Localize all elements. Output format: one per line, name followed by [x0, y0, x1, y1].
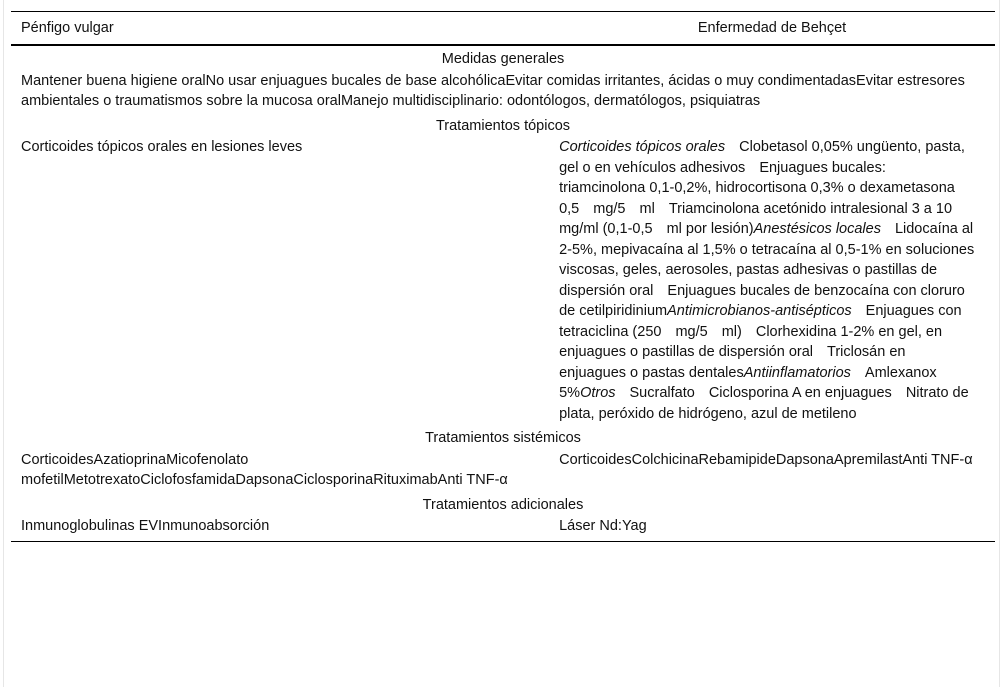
- topical-item: Nitrato de plata, peróxido de hidrógeno, azul de metileno: [559, 385, 969, 422]
- topical-item: ml por lesión): [666, 221, 754, 237]
- systemic-pemphigus-cell: CorticoidesAzatioprinaMicofenolato mofetilMetotrexatoCiclofosfamidaDapsonaCiclosporinaRituximabAnti TNF-α: [21, 451, 508, 488]
- topical-item: ml: [639, 200, 655, 217]
- treatment-comparison-table: [11, 11, 995, 542]
- topical-item: mg/5: [675, 323, 708, 340]
- topical-behcet-cell: [549, 136, 995, 425]
- topical-item: mg/5: [593, 200, 626, 217]
- general-measures-text: Mantener buena higiene oralNo usar enjuagues bucales de base alcohólicaEvitar comidas irritantes, ácidas o muy condimentadasEvitar estresores ambientales o traumatismos sobre la mucosa oralManejo multidisciplinario: odontólogos, dermatólogos, psiquiatras: [21, 72, 965, 109]
- header-pemphigus-vulgaris: Pénfigo vulgar: [11, 12, 549, 46]
- topical-item: Clobetasol 0,05% ungüento, pasta, gel o en vehículos adhesivos: [559, 139, 965, 176]
- group-title-local-anesthetics: Anestésicos locales: [753, 221, 881, 237]
- section-row-general: [11, 45, 995, 70]
- section-title-additional: Tratamientos adicionales: [422, 496, 584, 513]
- topical-item: Enjuagues bucales: triamcinolona 0,1-0,2%, hidrocortisona 0,3% o dexametasona 0,5: [559, 159, 955, 217]
- section-row-systemic: [11, 425, 995, 449]
- section-row-additional: [11, 492, 995, 516]
- systemic-behcet-cell: CorticoidesColchicinaRebamipideDapsonaApremilastAnti TNF-α: [559, 451, 973, 468]
- section-row-topical: [11, 113, 995, 137]
- topical-item: Enjuagues bucales de benzocaína con cloruro de cetilpiridinium: [559, 282, 965, 319]
- topical-item: Triclosán en enjuagues o pastas dentales: [559, 344, 906, 381]
- topical-item: Ciclosporina A en enjuagues: [708, 385, 892, 401]
- topical-item: Triamcinolona acetónido intralesional 3 a 10: [668, 200, 953, 217]
- additional-behcet-cell: Láser Nd:Yag: [549, 515, 995, 541]
- section-title-systemic: Tratamientos sistémicos: [425, 430, 581, 446]
- table-row-general: [11, 70, 995, 113]
- group-title-others: Otros: [580, 385, 616, 401]
- group-title-anti-inflammatories: Antiinflamatorios: [743, 364, 851, 381]
- topical-item: mg/ml (0,1-0,5: [559, 221, 653, 237]
- topical-pemphigus-cell: Corticoides tópicos orales en lesiones leves: [21, 139, 303, 155]
- table-row-systemic: [11, 449, 995, 492]
- section-title-general: Medidas generales: [441, 51, 565, 67]
- topical-item: Clorhexidina 1-2% en gel, en enjuagues o pastillas de dispersión oral: [559, 323, 943, 360]
- additional-pemphigus-cell: Inmunoglobulinas EVInmunoabsorción: [11, 515, 549, 541]
- topical-item: ml): [721, 323, 742, 340]
- group-title-topical-corticoids: Corticoides tópicos orales: [559, 139, 726, 155]
- section-title-topical: Tratamientos tópicos: [435, 117, 571, 134]
- topical-item: Sucralfato: [629, 385, 695, 401]
- group-title-antimicrobials: Antimicrobianos-antisépticos: [667, 303, 852, 319]
- header-row: [11, 12, 995, 46]
- topical-item: Lidocaína al 2-5%, mepivacaína al 1,5% o tetracaína al 0,5-1% en soluciones viscosas, geles, aerosoles, pastas adhesivas o pastillas de dispersión oral: [559, 221, 975, 299]
- header-behcet-disease: Enfermedad de Behçet: [549, 12, 995, 46]
- table-row-additional: [11, 515, 995, 541]
- topical-item: Enjuagues con tetraciclina (250: [559, 303, 962, 340]
- table-row-topical: [11, 136, 995, 425]
- topical-item: Amlexanox 5%: [559, 364, 937, 401]
